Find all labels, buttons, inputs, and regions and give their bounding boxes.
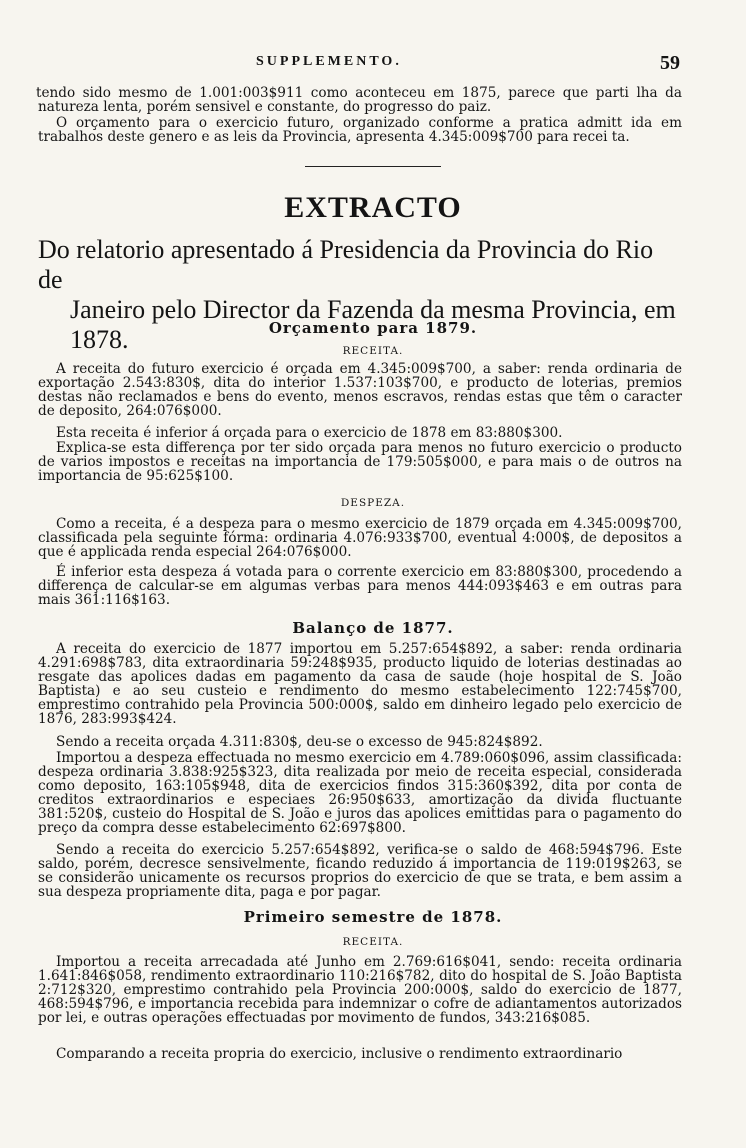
heading-balanco: Balanço de 1877. (292, 619, 454, 637)
report-heading (38, 235, 682, 355)
section-divider (305, 166, 441, 167)
page-number: 59 (660, 52, 680, 74)
label-despeza: DESPEZA. (340, 497, 406, 509)
balanco-paragraph-1: A receita do exercicio de 1877 importou em 5.257:654$892, a saber: renda ordinaria 4.291:698$783, dita extraordinaria 59:248$935, producto liquido de loterias destinadas ao resgate das apolices dadas em pagamento da casa de saude (hoje hospital de S. João Baptista) e ao seu custeio e rendimento do mesmo estabelecimento 122:745$700, emprestimo contrahido pela Provincia 500:000$, saldo em dinheiro legado pelo exercicio de 1876, 283:993$424. (38, 641, 682, 727)
orcamento-paragraph-1: A receita do futuro exercicio é orçada em 4.345:009$700, a saber: renda ordinaria de exportação 2.543:830$, dita do interior 1.537:103$700, e producto de loterias, premios destas não reclamados e bens do evento, menos escravos, rendas estas que têm o caracter de deposito, 264:076$000. (38, 361, 682, 419)
heading-semestre: Primeiro semestre de 1878. (243, 908, 503, 926)
balanco-paragraph-3: Importou a despeza effectuada no mesmo exercicio em 4.789:060$096, assim classificada: despeza ordinaria 3.838:925$323, dita realizada por meio de receita especial, considerada como deposito, 163:105$948, dita de exercicios findos 315:360$392, dita por conta de creditos extraordinarios e especiaes 26:950$633, amortização da divida fluctuante 381:520$, custeio do Hospital de S. João e juros das apolices emittidas para o pagamento do preço da compra desse estabelecimento 62:697$800. (38, 750, 682, 836)
label-receita-2: RECEITA. (342, 936, 404, 948)
orcamento-paragraph-4: Como a receita, é a despeza para o mesmo exercicio de 1879 orçada em 4.345:009$700, classificada pela seguinte fórma: ordinaria 4.076:933$700, eventual 4:000$, de depositos a que é applicada renda especial 264:076$000. (38, 516, 682, 560)
balanco-paragraph-4: Sendo a receita do exercicio 5.257:654$892, verifica-se o saldo de 468:594$796. Este saldo, porém, decresce sensivelmente, ficando reduzido á importancia de 119:019$263, se se considerão unicamente os recursos proprios do exercicio de que se trata, e bem assim a sua despeza propriamente dita, paga e por pagar. (38, 842, 682, 900)
report-heading-line-1: Do relatorio apresentado á Presidencia da Provincia do Rio de (38, 235, 654, 294)
page-title: EXTRACTO (284, 191, 462, 224)
intro-paragraph-2: O orçamento para o exercicio futuro, organizado conforme a pratica admitt ida em trabalhos deste genero e as leis da Provincia, apresenta 4.345:009$700 para recei ta. (38, 115, 682, 145)
running-head (38, 54, 680, 78)
orcamento-paragraph-5: É inferior esta despeza á votada para o corrente exercicio em 83:880$300, procedendo a differença de calcular-se em algumas verbas para menos 444:093$463 e em outras para mais 361:116$163. (38, 564, 682, 608)
semestre-paragraph-1: Importou a receita arrecadada até Junho em 2.769:616$041, sendo: receita ordinaria 1.641:846$058, rendimento extraordinario 110:216$782, dito do hospital de S. João Baptista 2:712$320, emprestimo contrahido pela Provincia 200:000$, saldo do exercicio de 1877, 468:594$796, e importancia recebida para indemnizar o cofre de adiantamentos autorizados por lei, e outras operações effectuadas por movimento de fundos, 343:216$085. (38, 954, 682, 1026)
orcamento-paragraph-3: Explica-se esta differença por ter sido orçada para menos no futuro exercicio o producto de varios impostos e receitas na importancia de 179:505$000, e para mais o de outros na importancia de 95:625$100. (38, 440, 682, 484)
heading-orcamento: Orçamento para 1879. (268, 319, 478, 337)
label-receita-1: RECEITA. (342, 345, 404, 357)
balanco-paragraph-2: Sendo a receita orçada 4.311:830$, deu-se o excesso de 945:824$892. (56, 734, 543, 750)
report-heading-line-2: Janeiro pelo Director da Fazenda da mesma Provincia, em (70, 295, 676, 324)
running-title: SUPPLEMENTO. (256, 54, 402, 69)
semestre-paragraph-2: Comparando a receita propria do exercicio, inclusive o rendimento extraordinario (56, 1046, 623, 1062)
report-heading-line-3: 1878. (70, 325, 129, 354)
orcamento-paragraph-2: Esta receita é inferior á orçada para o exercicio de 1878 em 83:880$300. (56, 425, 563, 441)
intro-paragraph-1: tendo sido mesmo de 1.001:003$911 como aconteceu em 1875, parece que parti lha da natureza lenta, porém sensivel e constante, do progresso do paiz. (36, 85, 682, 115)
